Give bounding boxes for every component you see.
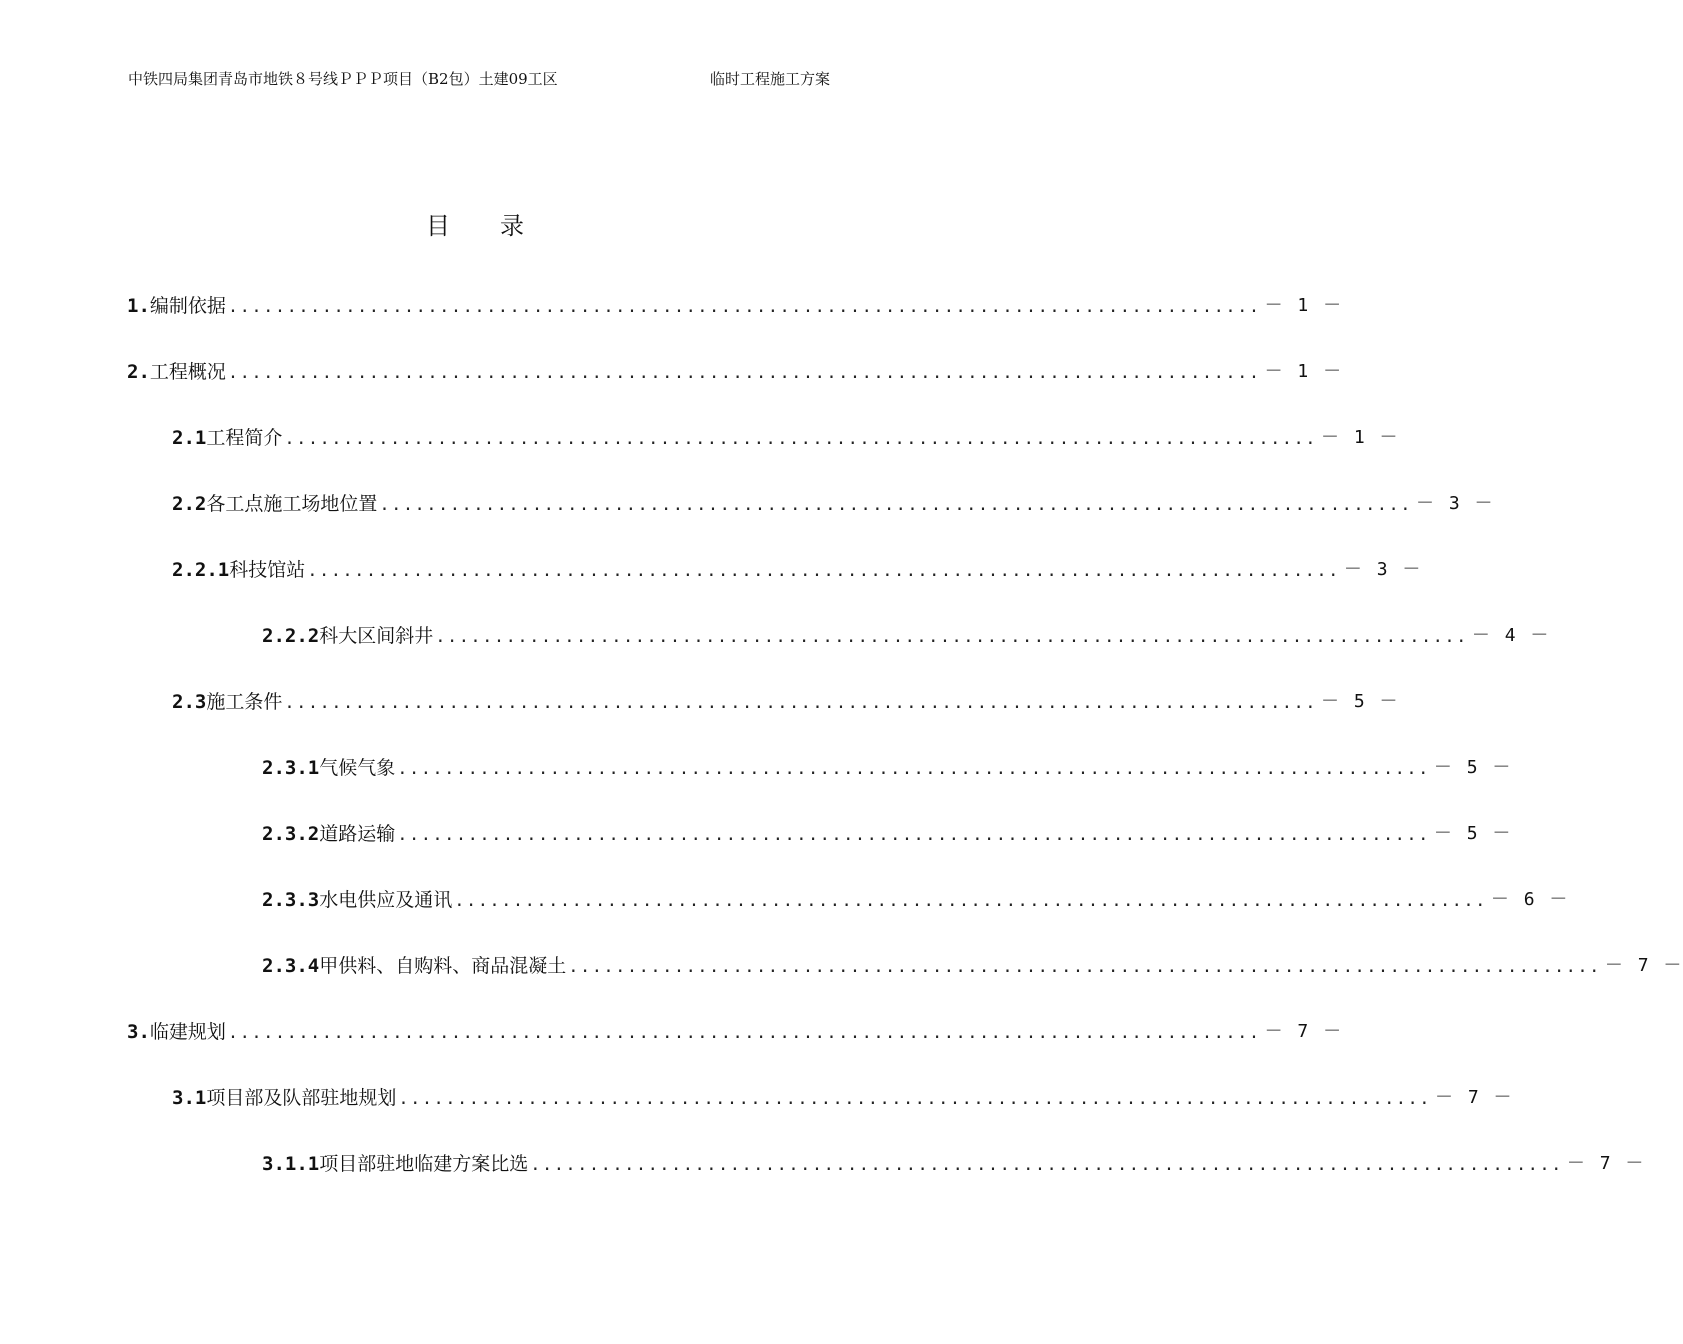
toc-entry-1[interactable] [127,290,1344,322]
toc-entry-3[interactable] [127,1016,1344,1048]
toc-page-number: － 3 － [1416,493,1495,514]
toc-page-number: － 7 － [1566,1153,1646,1174]
toc-leader-dots: ........................................................................................ [398,1089,1432,1109]
toc-entry-2-3-3[interactable] [262,884,1570,916]
toc-entry-number: 2.2 [172,493,207,515]
header-document-title: 临时工程施工方案 [709,70,830,88]
toc-entry-title: 气候气象 [319,757,396,779]
toc-page-number: － 5 － [1321,691,1400,712]
toc-entry-number: 2.3.2 [262,823,320,845]
toc-leader-dots: ........................................................................................ [379,495,1413,515]
toc-entry-2-2-2[interactable] [262,620,1551,652]
toc-entry-title: 各工点施工场地位置 [206,493,378,515]
toc-entry-title: 科大区间斜井 [319,625,434,647]
toc-entry-number: 2.3 [172,691,207,713]
toc-entry-number: 2.3.1 [262,757,320,779]
toc-entry-title: 临建规划 [149,1021,226,1043]
toc-entry-2-2-1[interactable] [172,554,1423,586]
toc-leader-dots: ........................................................................................ [284,429,1318,449]
toc-title: 目录 [426,212,574,240]
toc-leader-dots: ........................................................................................ [568,957,1601,977]
toc-page-number: － 4 － [1471,625,1551,646]
toc-entry-number: 3.1 [172,1087,207,1109]
toc-leader-dots: ........................................................................................ [284,693,1318,713]
toc-entry-number: 2.3.4 [262,955,320,977]
toc-page-number: － 7 － [1264,1021,1344,1042]
toc-leader-dots: ........................................................................................ [530,1155,1563,1175]
toc-page-number: － 5 － [1433,757,1513,778]
toc-page-number: － 3 － [1343,559,1423,580]
toc-leader-dots: ........................................................................................ [227,363,1261,383]
toc-page-number: － 7 － [1604,955,1683,976]
toc-entry-title: 工程概况 [149,361,226,383]
toc-leader-dots: ........................................................................................ [227,1023,1261,1043]
toc-page-number: － 5 － [1433,823,1513,844]
toc-page-number: － 6 － [1490,889,1570,910]
toc-page-number: － 1 － [1321,427,1400,448]
toc-entry-number: 2. [127,361,150,383]
header-project-name: 中铁四局集团青岛市地铁８号线ＰＰＰ项目（B2包）土建09工区 [128,70,558,88]
toc-leader-dots: ........................................................................................ [435,627,1468,647]
toc-entry-number: 2.3.3 [262,889,320,911]
toc-entry-number: 2.2.2 [262,625,320,647]
toc-entry-title: 道路运输 [319,823,396,845]
toc-entry-title: 编制依据 [149,295,226,317]
toc-leader-dots: ........................................................................................ [454,891,1487,911]
toc-entry-3-1-1[interactable] [262,1148,1646,1180]
toc-entry-2-1[interactable] [172,422,1400,454]
toc-page-number: － 7 － [1435,1087,1514,1108]
toc-entry-title: 项目部驻地临建方案比选 [319,1153,529,1175]
toc-entry-number: 3.1.1 [262,1153,320,1175]
toc-entry-2-3-4[interactable] [262,950,1683,982]
toc-entry-2-3-2[interactable] [262,818,1513,850]
toc-entry-title: 甲供料、自购料、商品混凝土 [319,955,567,977]
toc-entry-2[interactable] [127,356,1344,388]
toc-entry-number: 2.1 [172,427,207,449]
toc-entry-title: 科技馆站 [229,559,306,581]
toc-entry-2-3-1[interactable] [262,752,1513,784]
toc-entry-2-2[interactable] [172,488,1495,520]
toc-page-number: － 1 － [1264,361,1344,382]
toc-entry-number: 3. [127,1021,150,1043]
toc-leader-dots: ........................................................................................ [307,561,1340,581]
toc-leader-dots: ........................................................................................ [397,759,1430,779]
toc-leader-dots: ........................................................................................ [227,297,1261,317]
page-header [128,68,830,90]
toc-entry-3-1[interactable] [172,1082,1514,1114]
toc-entry-title: 水电供应及通讯 [319,889,453,911]
toc-entry-number: 2.2.1 [172,559,230,581]
toc-entry-number: 1. [127,295,150,317]
toc-page-number: － 1 － [1264,295,1344,316]
toc-entry-title: 施工条件 [206,691,283,713]
toc-entry-title: 工程简介 [206,427,283,449]
toc-entry-title: 项目部及队部驻地规划 [206,1087,397,1109]
toc-entry-2-3[interactable] [172,686,1400,718]
toc-leader-dots: ........................................................................................ [397,825,1430,845]
